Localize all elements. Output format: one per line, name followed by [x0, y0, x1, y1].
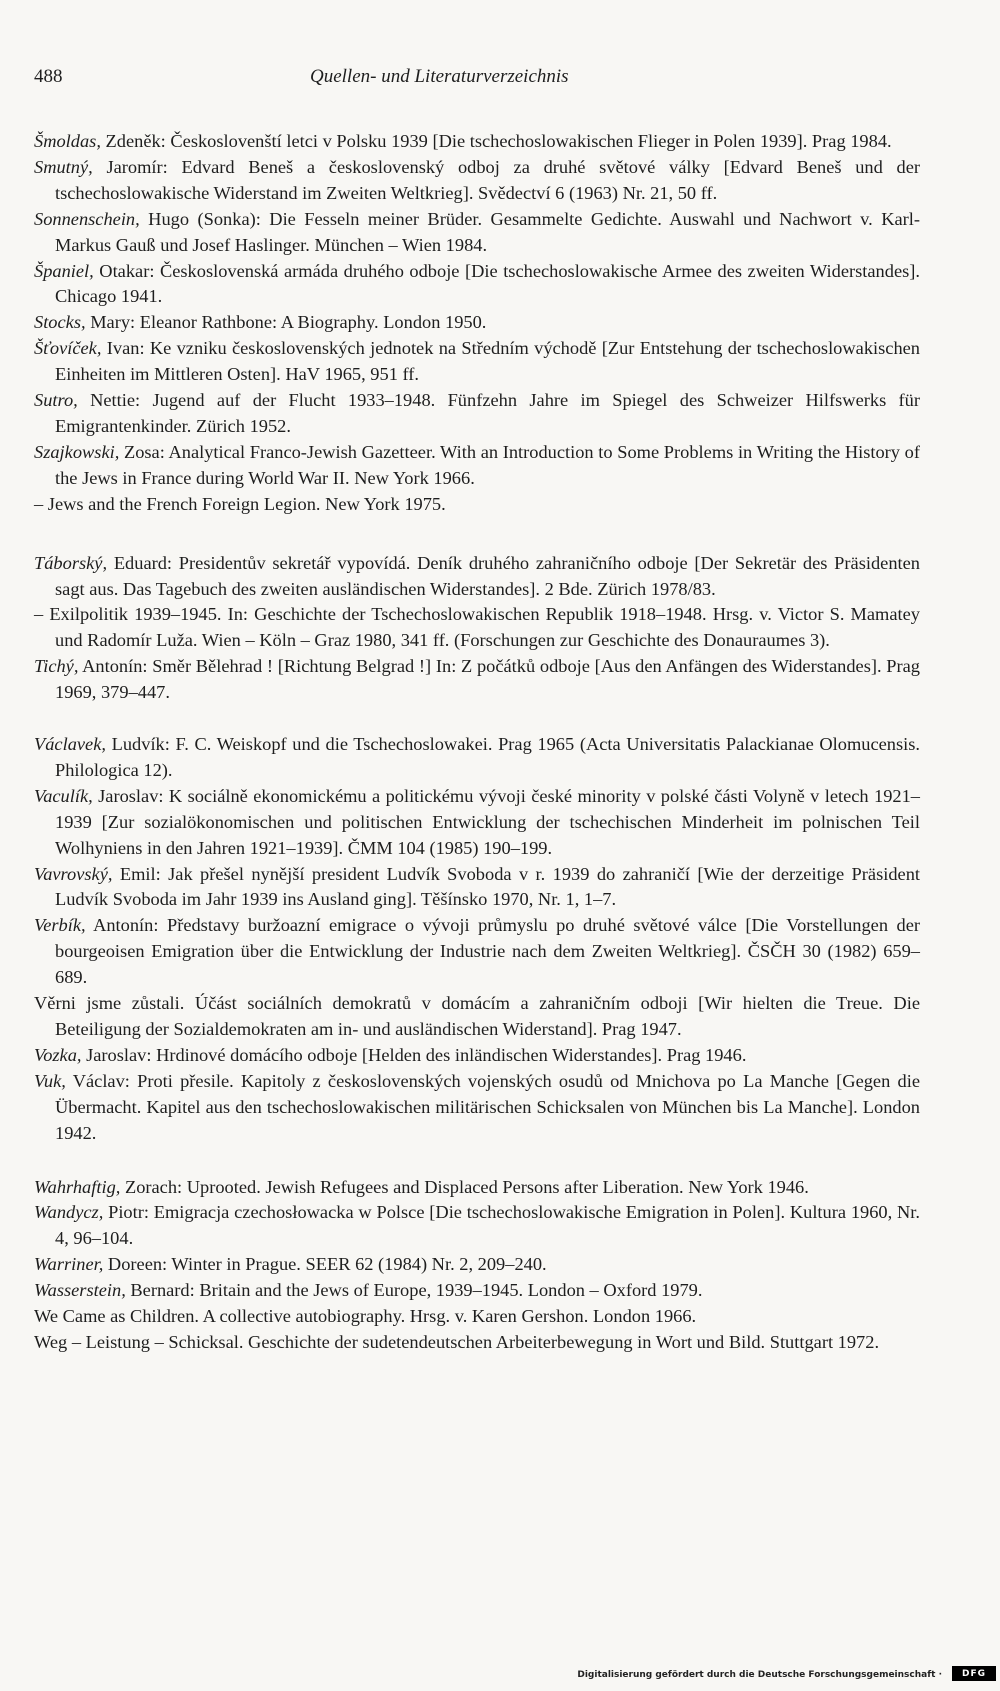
entry-author: Táborský, — [34, 552, 108, 573]
entry-text: Zdeněk: Českoslovenští letci v Polsku 1939 [Die tschechoslowakischen Flieger in Polen 1939]. Prag 1984. — [100, 131, 892, 151]
entry-text: Bernard: Britain and the Jews of Europe, 1939–1945. London – Oxford 1979. — [125, 1280, 703, 1301]
bibliography-entry — [34, 388, 920, 440]
bibliography-entry — [34, 602, 920, 654]
entry-author: Warriner, — [34, 1254, 104, 1275]
dfg-logo — [952, 1666, 996, 1681]
entry-text: Jaroslav: K sociálně ekonomickému a politickému vývoji české minority v polské části Volyně v letech 1921–1939 [Zur sozialökonomischen und politischen Entwicklung der tschechischen Minderheit im polnischen Teil Wolhyniens in den Jahren 1921–1939]. ČMM 104 (1985) 190–199. — [55, 785, 920, 858]
dfg-logo-text: DFG — [961, 1668, 986, 1679]
entry-text: Otakar: Československá armáda druhého odboje [Die tschechoslowakische Armee des zweiten Widerstandes]. Chicago 1941. — [55, 260, 920, 307]
entry-text: Hugo (Sonka): Die Fesseln meiner Brüder. Gesammelte Gedichte. Auswahl und Nachwort v. Karl-Markus Gauß und Josef Haslinger. München – Wien 1984. — [55, 208, 920, 255]
bibliography-entry — [34, 492, 920, 518]
bibliography-entry — [34, 862, 920, 914]
entry-text: Jaroslav: Hrdinové domácího odboje [Helden des inländischen Widerstandes]. Prag 1946. — [81, 1044, 747, 1065]
entry-text: Mary: Eleanor Rathbone: A Biography. London 1950. — [85, 312, 487, 333]
entry-text: Václav: Proti přesile. Kapitoly z československých vojenských osudů od Mnichova po La Manche [Gegen die Übermacht. Kapitel aus den tschechoslowakischen militärischen Schicksalen von München bis La Manche]. London 1942. — [55, 1070, 920, 1143]
entry-author: Sonnenschein, — [34, 208, 140, 229]
bibliography-entry — [34, 1175, 920, 1201]
digitization-credit: Digitalisierung gefördert durch die Deutsche Forschungsgemeinschaft · — [577, 1670, 942, 1680]
bibliography-entry — [34, 1200, 920, 1252]
bibliography-entry — [34, 1304, 920, 1330]
entry-author: Szajkowski, — [34, 441, 120, 462]
entry-text: Eduard: Presidentův sekretář vypovídá. Deník druhého zahraničního odboje [Der Sekretär des Präsidenten sagt aus. Das Tagebuch des zweiten ausländischen Widerstandes]. 2 Bde. Zürich 1978/83. — [55, 552, 920, 599]
bibliography-entry — [34, 1330, 920, 1356]
page-number: 488 — [34, 66, 63, 87]
entry-author: Tichý, — [34, 656, 79, 677]
entry-author: Wahrhaftig, — [34, 1176, 121, 1197]
entry-text: Emil: Jak přešel nynější president Ludvík Svoboda v r. 1939 do zahraničí [Wie der derzeitige Präsident Ludvík Svoboda im Jahr 1939 ins Ausland ging]. Těšínsko 1970, Nr. 1, 1–7. — [55, 863, 920, 910]
entry-author: Šťovíček, — [34, 338, 102, 359]
entry-text: Zosa: Analytical Franco-Jewish Gazetteer. With an Introduction to Some Problems in Writing the History of the Jews in France during World War II. New York 1966. — [55, 441, 920, 488]
bibliography-entry — [34, 1069, 920, 1147]
bibliography-entry — [34, 1252, 920, 1278]
entry-text: Weg – Leistung – Schicksal. Geschichte der sudetendeutschen Arbeiterbewegung in Wort und Bild. Stuttgart 1972. — [34, 1331, 880, 1352]
entry-author: Šmoldas, — [34, 131, 101, 151]
entry-text: Antonín: Směr Bělehrad ! [Richtung Belgrad !] In: Z počátků odboje [Aus den Anfängen des Widerstandes]. Prag 1969, 379–447. — [55, 656, 920, 703]
entry-text: Doreen: Winter in Prague. SEER 62 (1984) Nr. 2, 209–240. — [103, 1254, 547, 1275]
bibliography-entry — [34, 654, 920, 706]
bibliography-entry — [34, 336, 920, 388]
entry-text: Antonín: Představy buržoazní emigrace o vývoji průmyslu po druhé světové válce [Die Vorstellungen der bourgeoisen Emigration über die Entwicklung der Industrie nach dem Zweiten Weltkrieg]. ČSČH 30 (1982) 659–689. — [55, 915, 920, 988]
entry-author: Vaculík, — [34, 785, 93, 806]
entry-text: We Came as Children. A collective autobiography. Hrsg. v. Karen Gershon. London 1966. — [34, 1306, 697, 1327]
running-title: Quellen- und Literaturverzeichnis — [310, 66, 569, 87]
bibliography-entry — [34, 991, 920, 1043]
bibliography-entry — [34, 310, 920, 336]
entry-text: Věrni jsme zůstali. Účást sociálních demokratů v domácím a zahraničním odboji [Wir hielten die Treue. Die Beteiligung der Sozialdemokraten am in- und ausländischen Widerstand]. Prag 1947. — [34, 993, 920, 1039]
entry-author: Václavek, — [34, 734, 106, 755]
entry-author: Vavrovský, — [34, 863, 113, 884]
bibliography-entry — [34, 129, 920, 155]
entry-author: Wandycz, — [34, 1202, 104, 1223]
entry-text: Jaromír: Edvard Beneš a československý odboj za druhé světové války [Edvard Beneš und der tschechoslowakische Widerstand im Zweiten Weltkrieg]. Svědectví 6 (1963) Nr. 21, 50 ff. — [55, 156, 920, 203]
entry-author: Vuk, — [34, 1070, 66, 1091]
entry-text: – Exilpolitik 1939–1945. In: Geschichte der Tschechoslowakischen Republik 1918–1948. Hrsg. v. Victor S. Mamatey und Radomír Luža. Wien – Köln – Graz 1980, 341 ff. (Forschungen zur Geschichte des Donauraumes 3). — [34, 604, 920, 651]
entry-author: Vozka, — [34, 1044, 82, 1065]
bibliography-entry — [34, 913, 920, 991]
bibliography-entry — [34, 1278, 920, 1304]
entry-author: Sutro, — [34, 390, 78, 411]
entry-text: Ludvík: F. C. Weiskopf und die Tschechoslowakei. Prag 1965 (Acta Universitatis Palackianae Olomucensis. Philologica 12). — [55, 734, 920, 780]
entry-text: – Jews and the French Foreign Legion. New York 1975. — [34, 493, 446, 514]
entry-author: Verbík, — [34, 915, 86, 936]
entry-author: Wasserstein, — [34, 1280, 126, 1301]
bibliography-entry — [34, 551, 920, 603]
bibliography-entry — [34, 207, 920, 259]
bibliography-entry — [34, 440, 920, 492]
bibliography-entry — [34, 1043, 920, 1069]
bibliography-entry — [34, 155, 920, 207]
entry-text: Nettie: Jugend auf der Flucht 1933–1948. Fünfzehn Jahre im Spiegel des Schweizer Hilfswerks für Emigrantenkinder. Zürich 1952. — [55, 390, 920, 436]
entry-author: Stocks, — [34, 312, 86, 333]
entry-text: Piotr: Emigracja czechosłowacka w Polsce [Die tschechoslowakische Emigration in Polen]. Kultura 1960, Nr. 4, 96–104. — [55, 1202, 920, 1249]
entry-author: Španiel, — [34, 260, 94, 281]
bibliography-entry — [34, 732, 920, 784]
entry-author: Smutný, — [34, 156, 93, 177]
entry-text: Zorach: Uprooted. Jewish Refugees and Displaced Persons after Liberation. New York 1946. — [120, 1176, 809, 1197]
entry-text: Ivan: Ke vzniku československých jednotek na Středním východě [Zur Entstehung der tschechoslowakischen Einheiten im Mittleren Osten]. HaV 1965, 951 ff. — [55, 338, 920, 385]
bibliography-list — [34, 129, 920, 1356]
bibliography-entry — [34, 259, 920, 311]
bibliography-entry — [34, 784, 920, 862]
